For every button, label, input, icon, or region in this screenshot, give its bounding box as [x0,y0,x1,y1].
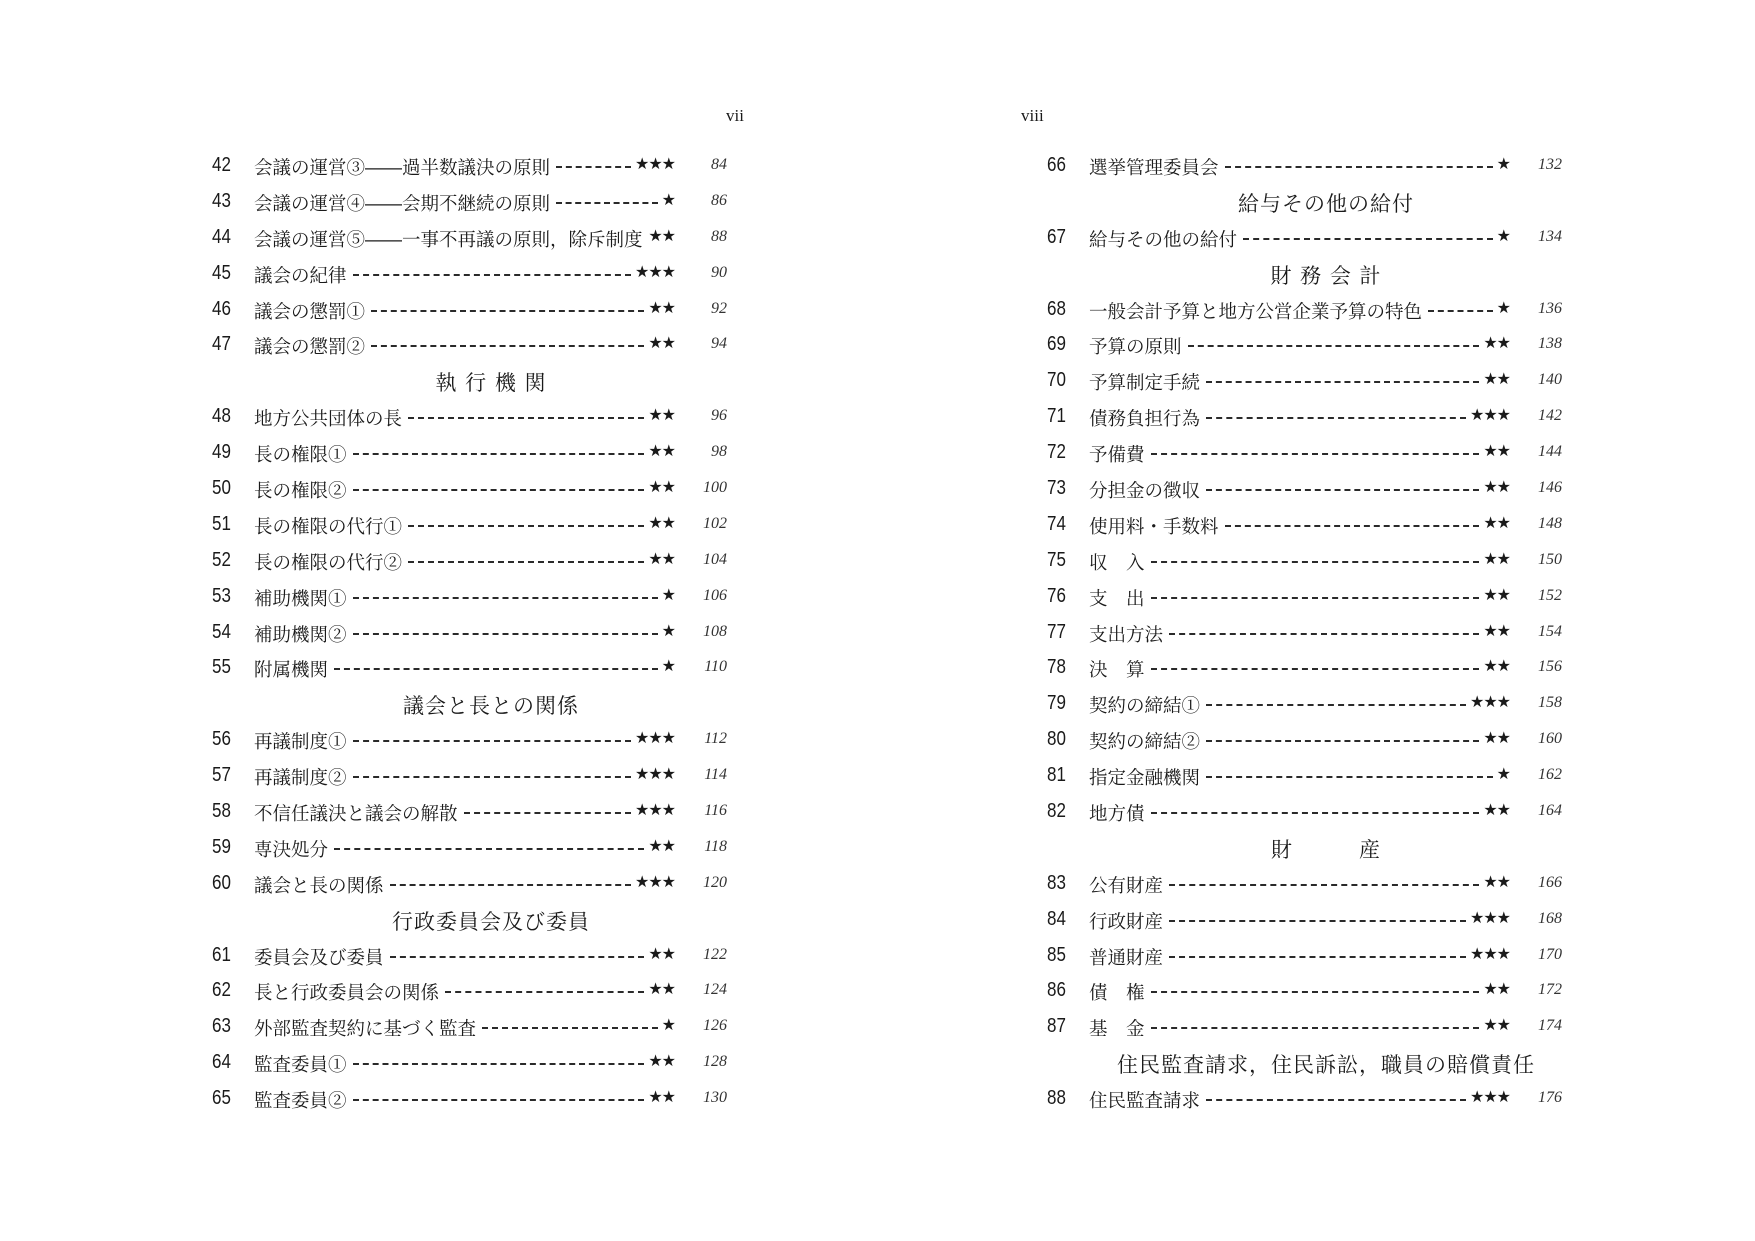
entry-title: 長の権限の代行② [254,552,403,574]
page-reference: 176 [1538,1089,1562,1107]
toc-entry[interactable] [212,973,772,1009]
dot-leader [353,274,631,276]
dot-leader [353,633,658,635]
dot-leader [353,597,658,599]
toc-entry[interactable] [212,184,772,220]
importance-stars: ★★★ [634,154,675,173]
entry-number: 55 [212,656,231,679]
entry-title: 会議の運営④――会期不継続の原則 [254,193,551,215]
importance-stars: ★★ [1483,512,1510,532]
importance-stars: ★★ [1483,584,1510,604]
dot-leader [408,525,644,527]
entry-title: 契約の締結② [1089,732,1201,754]
toc-entry[interactable] [1047,938,1607,974]
importance-stars: ★★★ [634,800,675,820]
section-heading [1047,256,1607,292]
entry-title: 議会の紀律 [254,265,347,287]
importance-stars: ★★ [1483,548,1510,568]
importance-stars: ★★★ [1469,907,1510,927]
importance-stars: ★★ [648,225,675,245]
entry-number: 47 [212,333,231,356]
importance-stars: ★★ [1483,620,1510,640]
toc-entry[interactable] [212,1045,772,1081]
importance-stars: ★★★ [1469,692,1510,712]
importance-stars: ★ [1496,297,1510,317]
dot-leader [353,489,645,491]
toc-right-column [1047,148,1607,1117]
entry-title: 決 算 [1089,660,1145,682]
entry-number: 44 [212,225,231,248]
toc-entry[interactable] [212,579,772,615]
entry-title: 専決処分 [254,839,329,861]
entry-title: 監査委員① [254,1055,347,1077]
toc-entry[interactable] [212,507,772,543]
entry-number: 46 [212,297,231,320]
importance-stars: ★ [661,584,675,604]
page-reference: 118 [704,837,727,855]
entry-number: 70 [1047,369,1066,392]
importance-stars: ★★ [648,477,675,497]
dot-leader [1243,238,1493,240]
section-heading [212,902,772,938]
page-reference: 96 [711,407,727,425]
importance-stars: ★★★ [634,871,675,891]
entry-number: 66 [1047,154,1066,176]
section-heading [1047,184,1607,220]
importance-stars: ★ [1496,764,1510,784]
entry-number: 78 [1047,656,1066,679]
dot-leader [371,310,644,312]
importance-stars: ★★ [648,979,675,999]
entry-number: 63 [212,1015,231,1038]
toc-entry[interactable] [1047,148,1607,184]
toc-entry[interactable] [1047,758,1607,794]
entry-title: 長の権限① [254,445,347,467]
entry-title: 会議の運営⑤――一事不再議の原則，除斥制度 [254,229,643,251]
entry-title: 行政財産 [1089,911,1164,933]
toc-entry[interactable] [212,1081,772,1117]
dot-leader [371,345,644,347]
dot-leader [1206,381,1479,383]
dot-leader [1151,668,1480,670]
page-reference: 138 [1538,335,1562,353]
entry-title: 長の権限② [254,481,347,503]
importance-stars: ★★ [648,1051,675,1071]
importance-stars: ★★ [1483,728,1510,748]
importance-stars: ★ [1496,225,1510,245]
page-reference: 142 [1538,407,1562,425]
toc-entry[interactable] [212,938,772,974]
toc-entry[interactable] [1047,902,1607,938]
entry-title: 給与その他の給付 [1089,229,1238,251]
page-reference: 126 [703,1017,727,1035]
entry-number: 57 [212,764,231,787]
entry-number: 67 [1047,225,1066,248]
entry-title: 予算の原則 [1089,337,1182,359]
page-reference: 122 [703,945,727,963]
section-title: 行政委員会及び委員 [392,909,590,934]
page-reference: 134 [1538,227,1562,245]
toc-entry[interactable] [1047,507,1607,543]
importance-stars: ★★ [1483,656,1510,676]
entry-title: 委員会及び委員 [254,947,384,969]
importance-stars: ★ [661,620,675,640]
entry-title: 長と行政委員会の関係 [254,983,440,1005]
toc-entry[interactable] [1047,686,1607,722]
entry-number: 62 [212,979,231,1002]
page-reference: 136 [1538,299,1562,317]
importance-stars: ★★ [1483,979,1510,999]
toc-entry[interactable] [1047,327,1607,363]
entry-title: 債 権 [1089,983,1145,1005]
dot-leader [1151,561,1480,563]
dot-leader [1151,1027,1480,1029]
entry-number: 61 [212,943,231,966]
page-reference: 116 [704,802,727,820]
section-title: 議会と長との関係 [403,694,579,719]
importance-stars: ★★★ [634,728,675,748]
page-reference: 162 [1538,766,1562,784]
page-reference: 88 [711,227,727,245]
entry-number: 49 [212,441,231,464]
importance-stars: ★ [661,1015,675,1035]
page-reference: 100 [703,479,727,497]
toc-entry[interactable] [1047,1081,1607,1117]
entry-number: 83 [1047,871,1066,894]
entry-title: 補助機関② [254,624,347,646]
page-reference: 146 [1538,479,1562,497]
toc-entry[interactable] [212,327,772,363]
entry-number: 42 [212,154,231,176]
toc-entry[interactable] [1047,973,1607,1009]
importance-stars: ★★ [648,943,675,963]
importance-stars: ★★★ [634,764,675,784]
importance-stars: ★★★ [1469,943,1510,963]
dot-leader [1188,345,1480,347]
entry-title: 附属機関 [254,660,329,682]
entry-title: 債務負担行為 [1089,409,1201,431]
toc-entry[interactable] [212,292,772,328]
entry-title: 補助機関① [254,588,347,610]
importance-stars: ★★ [1483,800,1510,820]
entry-number: 82 [1047,800,1066,823]
toc-entry[interactable] [1047,579,1607,615]
entry-number: 60 [212,871,231,894]
toc-entry[interactable] [1047,794,1607,830]
section-title: 住民監査請求，住民訴訟，職員の賠償責任 [1117,1053,1535,1078]
section-heading [1047,830,1607,866]
entry-title: 支 出 [1089,588,1145,610]
entry-title: 議会の懲罰② [254,337,366,359]
page-reference: 166 [1538,873,1562,891]
dot-leader [556,202,658,204]
entry-title: 議会の懲罰① [254,301,366,323]
importance-stars: ★★ [1483,871,1510,891]
entry-number: 52 [212,548,231,571]
dot-leader [1206,704,1466,706]
entry-title: 支出方法 [1089,624,1164,646]
dot-leader [1169,920,1466,922]
entry-number: 79 [1047,692,1066,715]
dot-leader [1206,417,1466,419]
toc-entry[interactable] [212,650,772,686]
dot-leader [1169,884,1479,886]
page-reference: 158 [1538,694,1562,712]
dot-leader [1206,489,1479,491]
page-reference: 172 [1538,981,1562,999]
dot-leader [353,740,631,742]
toc-entry[interactable] [212,794,772,830]
dot-leader [1206,1099,1466,1101]
toc-entry[interactable] [1047,650,1607,686]
entry-number: 80 [1047,728,1066,751]
entry-number: 50 [212,477,231,500]
page-number-right: viii [1021,106,1044,125]
page-reference: 132 [1538,156,1562,173]
toc-entry[interactable] [1047,1009,1607,1045]
page-reference: 86 [711,191,727,209]
entry-number: 73 [1047,477,1066,500]
importance-stars: ★★ [648,548,675,568]
dot-leader [353,776,631,778]
entry-number: 58 [212,800,231,823]
importance-stars: ★★ [648,405,675,425]
entry-title: 長の権限の代行① [254,516,403,538]
page-reference: 90 [711,263,727,281]
toc-entry[interactable] [1047,363,1607,399]
importance-stars: ★★ [648,333,675,353]
page-reference: 130 [703,1089,727,1107]
dot-leader [1151,812,1480,814]
toc-entry[interactable] [1047,220,1607,256]
entry-number: 56 [212,728,231,751]
entry-title: 地方公共団体の長 [254,409,403,431]
dot-leader [390,884,631,886]
toc-entry[interactable] [1047,615,1607,651]
dot-leader [464,812,631,814]
toc-entry[interactable] [1047,435,1607,471]
section-title: 財 産 [1271,837,1381,862]
dot-leader [408,561,644,563]
entry-title: 契約の締結① [1089,696,1201,718]
entry-title: 一般会計予算と地方公営企業予算の特色 [1089,301,1423,323]
entry-number: 76 [1047,584,1066,607]
entry-number: 84 [1047,907,1066,930]
toc-entry[interactable] [1047,292,1607,328]
page-reference: 124 [703,981,727,999]
entry-title: 基 金 [1089,1019,1145,1041]
dot-leader [1151,597,1480,599]
dot-leader [334,848,644,850]
importance-stars: ★★ [648,441,675,461]
entry-title: 予備費 [1089,445,1145,467]
dot-leader [408,417,644,419]
toc-entry[interactable] [1047,399,1607,435]
page-reference: 144 [1538,443,1562,461]
toc-entry[interactable] [212,543,772,579]
entry-number: 85 [1047,943,1066,966]
page-reference: 150 [1538,550,1562,568]
toc-entry[interactable] [212,471,772,507]
page-reference: 110 [704,658,727,676]
dot-leader [556,166,631,168]
dot-leader [1206,740,1479,742]
toc-entry[interactable] [212,399,772,435]
importance-stars: ★★ [1483,1015,1510,1035]
importance-stars: ★★★ [1469,1087,1510,1107]
page-reference: 152 [1538,586,1562,604]
entry-number: 54 [212,620,231,643]
importance-stars: ★★ [1483,369,1510,389]
page-reference: 164 [1538,802,1562,820]
entry-number: 51 [212,512,231,535]
entry-number: 88 [1047,1087,1066,1110]
toc-entry[interactable] [1047,471,1607,507]
toc-entry[interactable] [212,1009,772,1045]
page-number-left: vii [726,106,744,125]
page-reference: 160 [1538,730,1562,748]
dot-leader [1225,166,1493,168]
importance-stars: ★★ [648,512,675,532]
entry-title: 会議の運営③――過半数議決の原則 [254,158,551,179]
entry-number: 43 [212,189,231,212]
toc-entry[interactable] [212,866,772,902]
entry-title: 住民監査請求 [1089,1091,1201,1113]
entry-title: 指定金融機関 [1089,768,1201,790]
importance-stars: ★★★ [1469,405,1510,425]
entry-title: 収 入 [1089,552,1145,574]
entry-title: 監査委員② [254,1091,347,1113]
entry-title: 議会と長の関係 [254,875,384,897]
entry-title: 再議制度② [254,768,347,790]
entry-number: 77 [1047,620,1066,643]
page-reference: 114 [704,766,727,784]
entry-number: 53 [212,584,231,607]
importance-stars: ★★★ [634,261,675,281]
page-reference: 92 [711,299,727,317]
toc-entry[interactable] [1047,543,1607,579]
importance-stars: ★★ [1483,477,1510,497]
page-reference: 106 [703,586,727,604]
toc-entry[interactable] [212,758,772,794]
page-reference: 120 [703,873,727,891]
entry-title: 外部監査契約に基づく監査 [254,1019,477,1041]
toc-entry[interactable] [212,830,772,866]
page-reference: 156 [1538,658,1562,676]
section-heading [212,686,772,722]
page-reference: 98 [711,443,727,461]
page-reference: 168 [1538,909,1562,927]
importance-stars: ★★ [1483,441,1510,461]
entry-number: 75 [1047,548,1066,571]
entry-title: 不信任議決と議会の解散 [254,804,458,826]
dot-leader [1169,956,1466,958]
toc-entry[interactable] [212,615,772,651]
page-reference: 108 [703,622,727,640]
entry-title: 使用料・手数料 [1089,516,1219,538]
importance-stars: ★ [661,656,675,676]
dot-leader [353,1063,645,1065]
toc-entry[interactable] [212,722,772,758]
section-heading [212,363,772,399]
page-reference: 112 [704,730,727,748]
entry-number: 69 [1047,333,1066,356]
dot-leader [1151,453,1480,455]
entry-number: 87 [1047,1015,1066,1038]
dot-leader [334,668,658,670]
toc-entry[interactable] [1047,866,1607,902]
entry-number: 68 [1047,297,1066,320]
dot-leader [353,453,645,455]
dot-leader [353,1099,645,1101]
entry-number: 48 [212,405,231,428]
page-reference: 170 [1538,945,1562,963]
entry-number: 45 [212,261,231,284]
section-title: 給与その他の給付 [1238,191,1414,216]
section-title: 財 務 会 計 [1270,263,1382,288]
dot-leader [1169,633,1479,635]
page-reference: 102 [703,514,727,532]
section-heading [1047,1045,1607,1081]
entry-title: 選挙管理委員会 [1089,158,1219,179]
dot-leader [445,991,644,993]
entry-number: 64 [212,1051,231,1074]
importance-stars: ★★ [648,297,675,317]
entry-number: 59 [212,835,231,858]
dot-leader [390,956,645,958]
page-reference: 148 [1538,514,1562,532]
entry-number: 72 [1047,441,1066,464]
page-reference: 94 [711,335,727,353]
entry-number: 71 [1047,405,1066,428]
importance-stars: ★★ [648,1087,675,1107]
page-reference: 104 [703,550,727,568]
toc-entry[interactable] [212,256,772,292]
importance-stars: ★★ [648,835,675,855]
importance-stars: ★★ [1483,333,1510,353]
importance-stars: ★ [661,189,675,209]
page-reference: 154 [1538,622,1562,640]
entry-title: 再議制度① [254,732,347,754]
section-title: 執 行 機 関 [435,371,547,396]
page-reference: 174 [1538,1017,1562,1035]
entry-title: 分担金の徴収 [1089,481,1201,503]
toc-entry[interactable] [212,220,772,256]
dot-leader [1206,776,1493,778]
entry-number: 65 [212,1087,231,1110]
dot-leader [1225,525,1480,527]
entry-title: 予算制定手続 [1089,373,1201,395]
entry-title: 普通財産 [1089,947,1164,969]
entry-number: 74 [1047,512,1066,535]
dot-leader [1151,991,1480,993]
toc-entry[interactable] [212,435,772,471]
entry-title: 地方債 [1089,804,1145,826]
toc-entry[interactable] [1047,722,1607,758]
toc-left-column [212,148,772,1117]
entry-number: 81 [1047,764,1066,787]
page-reference: 128 [703,1053,727,1071]
page-reference: 84 [711,156,727,173]
page-reference: 140 [1538,371,1562,389]
entry-number: 86 [1047,979,1066,1002]
importance-stars: ★ [1496,154,1510,173]
dot-leader [482,1027,658,1029]
dot-leader [1428,310,1493,312]
toc-entry[interactable] [212,148,772,184]
entry-title: 公有財産 [1089,875,1164,897]
